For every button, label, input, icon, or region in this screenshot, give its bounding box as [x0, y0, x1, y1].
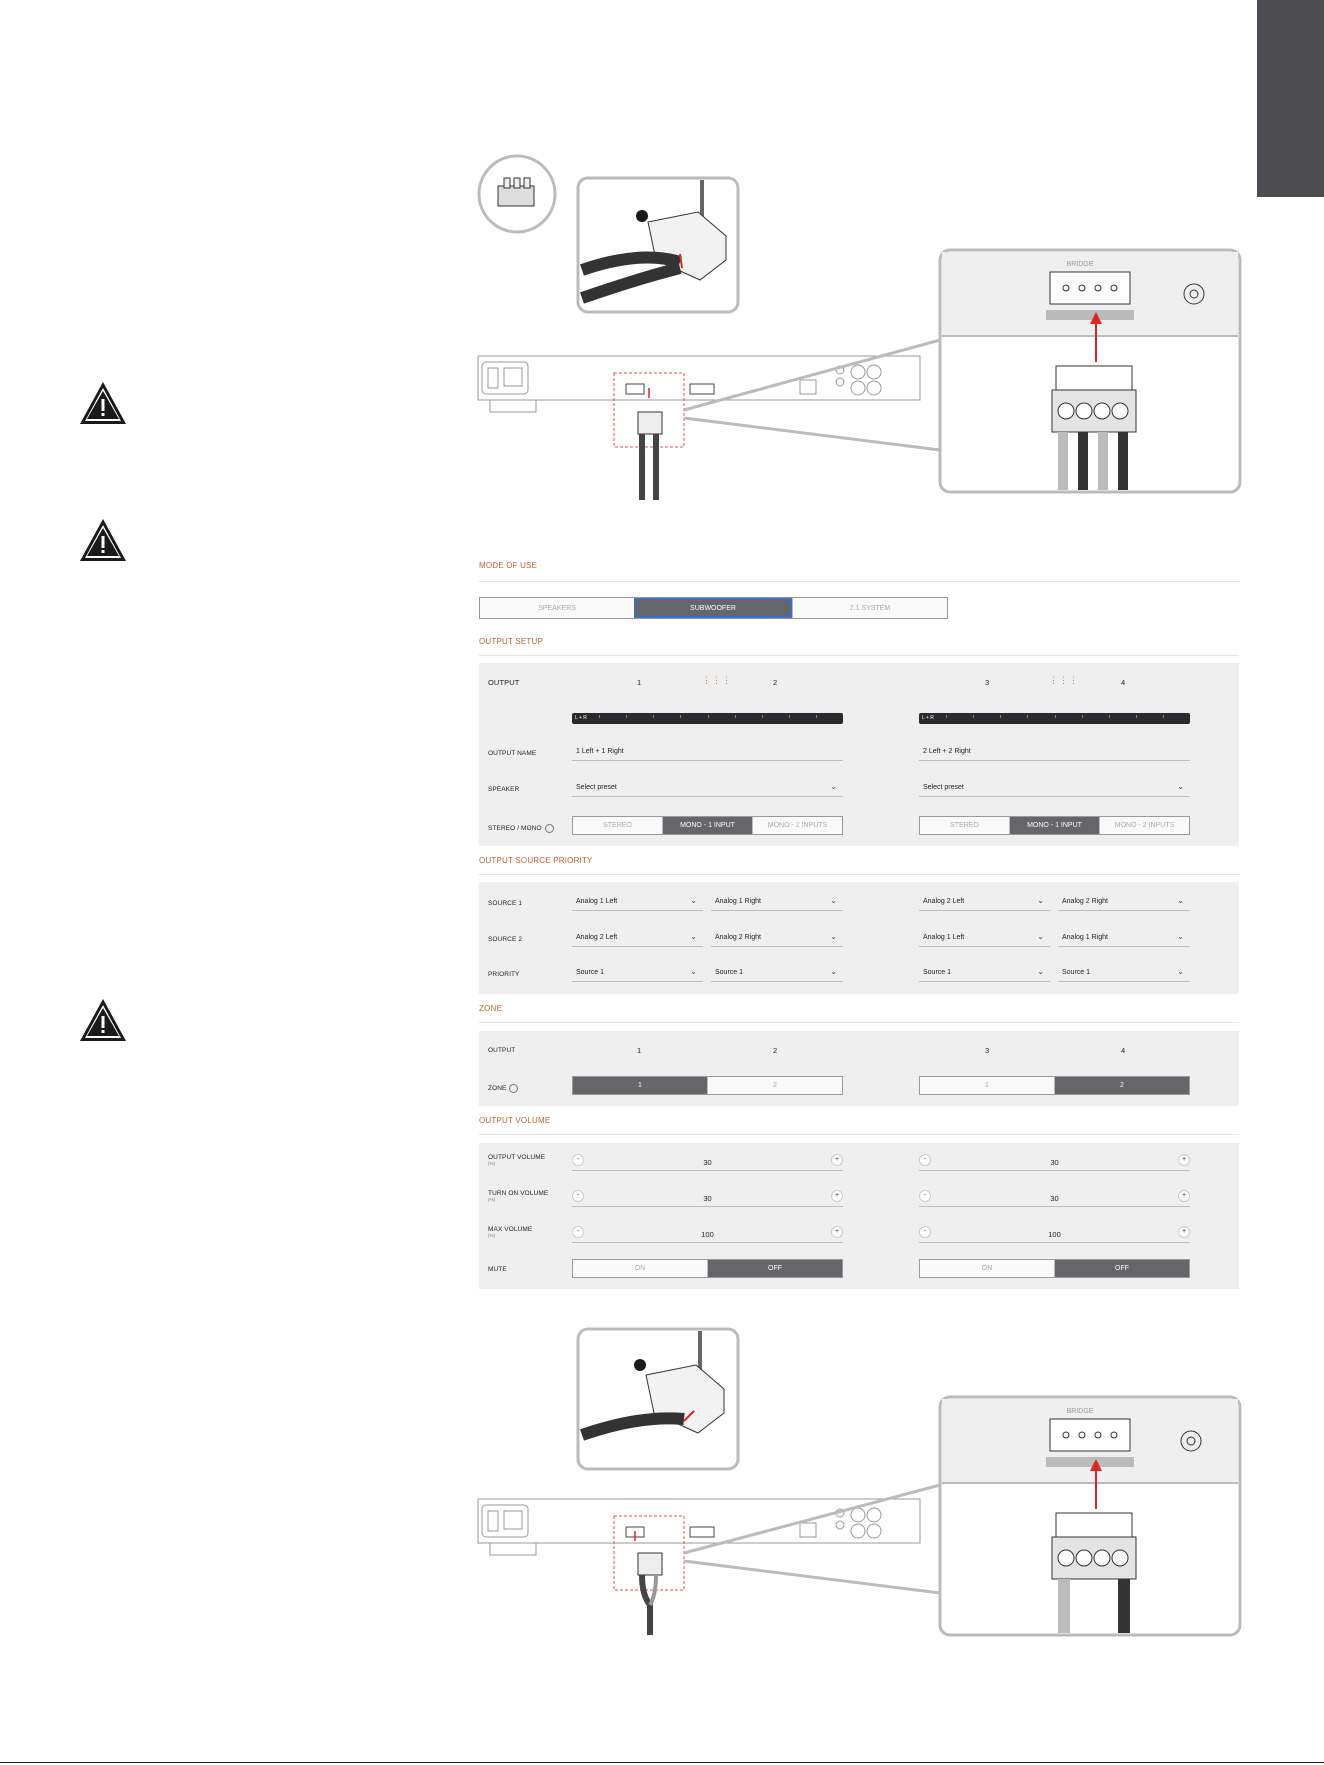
divider	[479, 1022, 1239, 1023]
source-2-select[interactable]: Analog 1 Left ⌄	[919, 929, 1050, 947]
chevron-down-icon: ⌄	[830, 782, 837, 791]
source-1-select[interactable]: Analog 1 Left ⌄	[572, 893, 703, 911]
link-icon[interactable]: ⋮⋮⋮	[1049, 675, 1079, 685]
bar-tick	[708, 715, 709, 718]
link-icon[interactable]: ⋮⋮⋮	[702, 675, 732, 685]
chevron-down-icon: ⌄	[830, 932, 837, 941]
mute-label: MUTE	[488, 1266, 507, 1273]
priority-select[interactable]: Source 1 ⌄	[572, 964, 703, 982]
output-number-3: 3	[985, 678, 990, 687]
chevron-down-icon: ⌄	[1177, 932, 1184, 941]
plus-button[interactable]: +	[831, 1190, 843, 1202]
source-2-select[interactable]: Analog 2 Right ⌄	[711, 929, 843, 947]
chevron-down-icon: ⌄	[1177, 967, 1184, 976]
mode-option-subwoofer[interactable]: SUBWOOFER	[634, 598, 792, 618]
stereo-mono-label: STEREO / MONO	[488, 824, 554, 833]
source-1-select[interactable]: Analog 2 Left ⌄	[919, 893, 1050, 911]
chevron-down-icon: ⌄	[830, 967, 837, 976]
minus-button[interactable]: -	[919, 1190, 931, 1202]
source-1-select[interactable]: Analog 1 Right ⌄	[711, 893, 843, 911]
output-volume-panel	[479, 1143, 1239, 1289]
plus-button[interactable]: +	[831, 1226, 843, 1238]
mute-option-on[interactable]: ON	[981, 1265, 993, 1272]
output-label: OUTPUT	[488, 678, 520, 687]
bar-tick	[680, 715, 681, 718]
bar-tick	[626, 715, 627, 718]
warning-icon	[78, 517, 128, 563]
zone-option-1[interactable]: 1	[985, 1082, 989, 1089]
source-priority-title: OUTPUT SOURCE PRIORITY	[479, 856, 593, 865]
chevron-down-icon: ⌄	[1177, 782, 1184, 791]
source-2-label: SOURCE 2	[488, 936, 523, 943]
output-volume-stepper[interactable]: - 30 +	[572, 1155, 843, 1171]
zone-option-1[interactable]: 1	[573, 1077, 707, 1094]
zone-selector[interactable]	[919, 1076, 1190, 1095]
info-icon[interactable]	[545, 824, 554, 833]
zone-output-2: 2	[773, 1046, 778, 1055]
divider	[479, 874, 1239, 875]
option-mono-2-inputs[interactable]: MONO - 2 INPUTS	[1099, 817, 1189, 834]
source-priority-panel	[479, 882, 1239, 994]
output-name-label: OUTPUT NAME	[488, 750, 537, 757]
max-volume-stepper[interactable]: - 100 +	[572, 1227, 843, 1243]
bar-tick	[1027, 715, 1028, 718]
plus-button[interactable]: +	[831, 1154, 843, 1166]
chevron-down-icon: ⌄	[1037, 896, 1044, 905]
bar-tick	[653, 715, 654, 718]
stereo-mono-selector[interactable]	[919, 816, 1190, 835]
warning-icon	[78, 380, 128, 426]
bar-tick	[946, 715, 947, 718]
wiring-illustration-bottom	[470, 1325, 1250, 1645]
bar-tick	[816, 715, 817, 718]
zone-output-1: 1	[637, 1046, 642, 1055]
priority-select[interactable]: Source 1 ⌄	[1058, 964, 1190, 982]
bar-tick	[1109, 715, 1110, 718]
bar-tick	[789, 715, 790, 718]
mode-option-speakers[interactable]: SPEAKERS	[538, 604, 576, 612]
zone-panel	[479, 1031, 1239, 1106]
output-number-2: 2	[773, 678, 778, 687]
info-icon[interactable]	[509, 1084, 518, 1093]
mute-option-off[interactable]: OFF	[707, 1260, 842, 1277]
chevron-down-icon: ⌄	[690, 896, 697, 905]
turn-on-volume-label: TURN ON VOLUME (%)	[488, 1190, 549, 1202]
option-mono-1-input[interactable]: MONO - 1 INPUT	[1009, 817, 1099, 834]
bar-tick	[973, 715, 974, 718]
speaker-label: SPEAKER	[488, 786, 520, 793]
output-volume-title: OUTPUT VOLUME	[479, 1116, 551, 1125]
bar-tick	[762, 715, 763, 718]
bar-tick	[599, 715, 600, 718]
output-setup-title: OUTPUT SETUP	[479, 637, 544, 646]
chevron-down-icon: ⌄	[1037, 967, 1044, 976]
priority-select[interactable]: Source 1 ⌄	[711, 964, 843, 982]
bridge-label: BRIDGE	[1066, 261, 1094, 268]
bar-tick	[735, 715, 736, 718]
source-2-select[interactable]: Analog 1 Right ⌄	[1058, 929, 1190, 947]
option-stereo[interactable]: STEREO	[950, 822, 979, 829]
mode-of-use-selector[interactable]	[479, 597, 948, 619]
zone-option-2[interactable]: 2	[707, 1077, 842, 1094]
output-volume-label: OUTPUT VOLUME (%)	[488, 1154, 546, 1166]
output-name-field[interactable]: 1 Left + 1 Right	[572, 743, 843, 761]
mute-selector[interactable]	[919, 1259, 1190, 1278]
zone-label: ZONE	[488, 1084, 518, 1093]
bar-label: L + R	[575, 715, 587, 721]
bridge-label: BRIDGE	[1066, 1408, 1094, 1415]
mute-selector[interactable]	[572, 1259, 843, 1278]
chevron-down-icon: ⌄	[690, 932, 697, 941]
bar-tick	[1163, 715, 1164, 718]
bar-tick	[1136, 715, 1137, 718]
source-1-label: SOURCE 1	[488, 900, 523, 907]
bar-tick	[1000, 715, 1001, 718]
output-name-field[interactable]: 2 Left + 2 Right	[919, 743, 1190, 761]
source-1-select[interactable]: Analog 2 Right ⌄	[1058, 893, 1190, 911]
zone-option-2[interactable]: 2	[1054, 1077, 1189, 1094]
mute-option-off[interactable]: OFF	[1054, 1260, 1189, 1277]
bar-tick	[1082, 715, 1083, 718]
divider	[479, 1134, 1239, 1135]
option-mono-1-input[interactable]: MONO - 1 INPUT	[662, 817, 752, 834]
zone-selector[interactable]	[572, 1076, 843, 1095]
chevron-down-icon: ⌄	[690, 967, 697, 976]
output-setup-panel	[479, 663, 1239, 846]
priority-select[interactable]: Source 1 ⌄	[919, 964, 1050, 982]
bar-label: L + R	[922, 715, 934, 721]
output-channel-bar	[572, 713, 843, 724]
minus-button[interactable]: -	[572, 1190, 584, 1202]
max-volume-label: MAX VOLUME (%)	[488, 1226, 533, 1238]
option-stereo[interactable]: STEREO	[603, 822, 632, 829]
output-number-4: 4	[1121, 678, 1126, 687]
divider	[479, 581, 1239, 582]
max-volume-stepper[interactable]: - 100 +	[919, 1227, 1190, 1243]
minus-button[interactable]: -	[919, 1154, 931, 1166]
plus-button[interactable]: +	[1178, 1190, 1190, 1202]
chevron-down-icon: ⌄	[830, 896, 837, 905]
output-volume-stepper[interactable]: - 30 +	[919, 1155, 1190, 1171]
chapter-tab	[1257, 0, 1324, 197]
footer-rule	[0, 1762, 1324, 1763]
turn-on-volume-stepper[interactable]: - 30 +	[572, 1191, 843, 1207]
stereo-mono-selector[interactable]	[572, 816, 843, 835]
mute-option-on[interactable]: ON	[634, 1265, 646, 1272]
minus-button[interactable]: -	[572, 1226, 584, 1238]
zone-output-4: 4	[1121, 1046, 1126, 1055]
mode-of-use-title: MODE OF USE	[479, 561, 538, 570]
divider	[479, 655, 1239, 656]
plus-button[interactable]: +	[1178, 1154, 1190, 1166]
chevron-down-icon: ⌄	[1037, 932, 1044, 941]
mode-option-2-1-system[interactable]: 2.1 SYSTEM	[792, 598, 947, 618]
plus-button[interactable]: +	[1178, 1226, 1190, 1238]
option-mono-2-inputs[interactable]: MONO - 2 INPUTS	[752, 817, 842, 834]
minus-button[interactable]: -	[919, 1226, 931, 1238]
speaker-select[interactable]: Select preset ⌄	[919, 779, 1190, 797]
warning-icon	[78, 997, 128, 1043]
speaker-select[interactable]: Select preset ⌄	[572, 779, 843, 797]
output-number-1: 1	[637, 678, 642, 687]
chevron-down-icon: ⌄	[1177, 896, 1184, 905]
wiring-illustration-top	[470, 150, 1250, 500]
minus-button[interactable]: -	[572, 1154, 584, 1166]
output-channel-bar	[919, 713, 1190, 724]
zone-output-label: OUTPUT	[488, 1047, 516, 1054]
zone-title: ZONE	[479, 1004, 503, 1013]
priority-label: PRIORITY	[488, 971, 520, 978]
bar-tick	[1055, 715, 1056, 718]
zone-output-3: 3	[985, 1046, 990, 1055]
turn-on-volume-stepper[interactable]: - 30 +	[919, 1191, 1190, 1207]
source-2-select[interactable]: Analog 2 Left ⌄	[572, 929, 703, 947]
